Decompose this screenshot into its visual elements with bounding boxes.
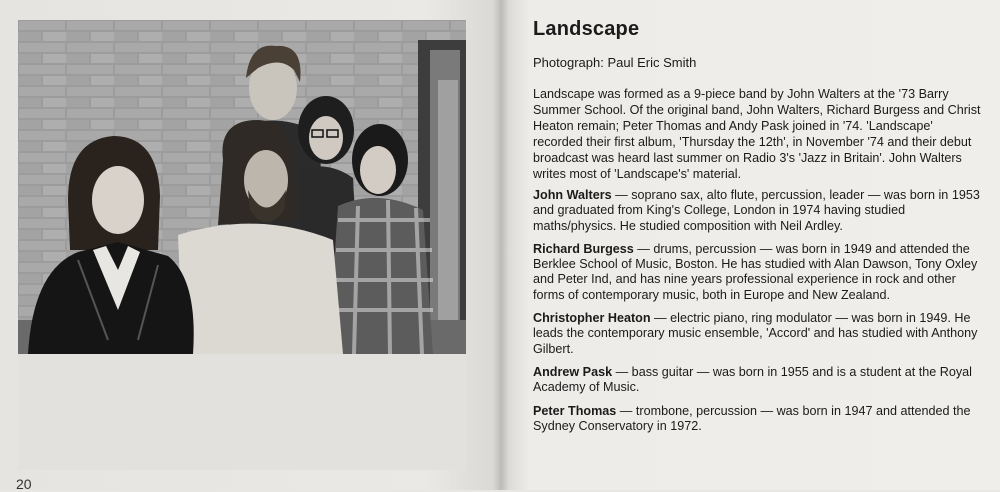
article-title: Landscape [533,18,640,40]
band-photo [18,20,466,354]
member-name: Peter Thomas [533,403,617,418]
member-bio-peter-thomas [533,404,981,435]
book-gutter [493,0,509,490]
member-name: Christopher Heaton [533,311,651,326]
blank-panel [18,354,466,470]
article [533,18,981,442]
member-name: Andrew Pask [533,364,613,379]
member-bio-richard-burgess [533,242,981,303]
member-details: — trombone, percussion — was born in 1947 and attended the Sydney Conservatory in 1972. [533,403,971,433]
page-number: 20 [16,476,32,492]
member-bio-christopher-heaton [533,311,981,357]
member-details: — drums, percussion — was born in 1949 and attended the Berklee School of Music, Boston. He has studied with Alan Dawson, Tony Oxley and Peter Ind, and has nine years professional experience in rock and other forms of contemporary music, both in Europe and New Zealand. [533,241,978,302]
intro-paragraph: Landscape was formed as a 9-piece band by John Walters at the '73 Barry Summer School. Of the original band, John Walters, Richard Burgess and Christ Heaton remain; Peter Thomas and Andy Pask joined in '74. 'Landscape' recorded their first album, 'Thursday the 12th', in November '74 and their debut broadcast was heard last summer on Radio 3's 'Jazz in Britain'. John Walters writes most of 'Landscape's' material. [533,87,981,181]
member-details: — soprano sax, alto flute, percussion, leader — was born in 1953 and graduated from King's College, London in 1974 having studied maths/physics. He studied composition with Neil Ardley. [533,188,980,233]
member-details: — electric piano, ring modulator — was born in 1949. He leads the contemporary music ensemble, 'Accord' and has studied with Anthony Gilbert. [533,311,978,356]
member-name: John Walters [533,188,612,202]
member-name: Richard Burgess [533,241,634,256]
photo-credit: Photograph: Paul Eric Smith [533,55,697,70]
left-page [0,0,500,490]
member-bio-andrew-pask [533,365,981,396]
member-details: — bass guitar — was born in 1955 and is a student at the Royal Academy of Music. [533,364,972,395]
band-photo-icon [18,20,466,354]
member-bio-john-walters [533,188,981,234]
